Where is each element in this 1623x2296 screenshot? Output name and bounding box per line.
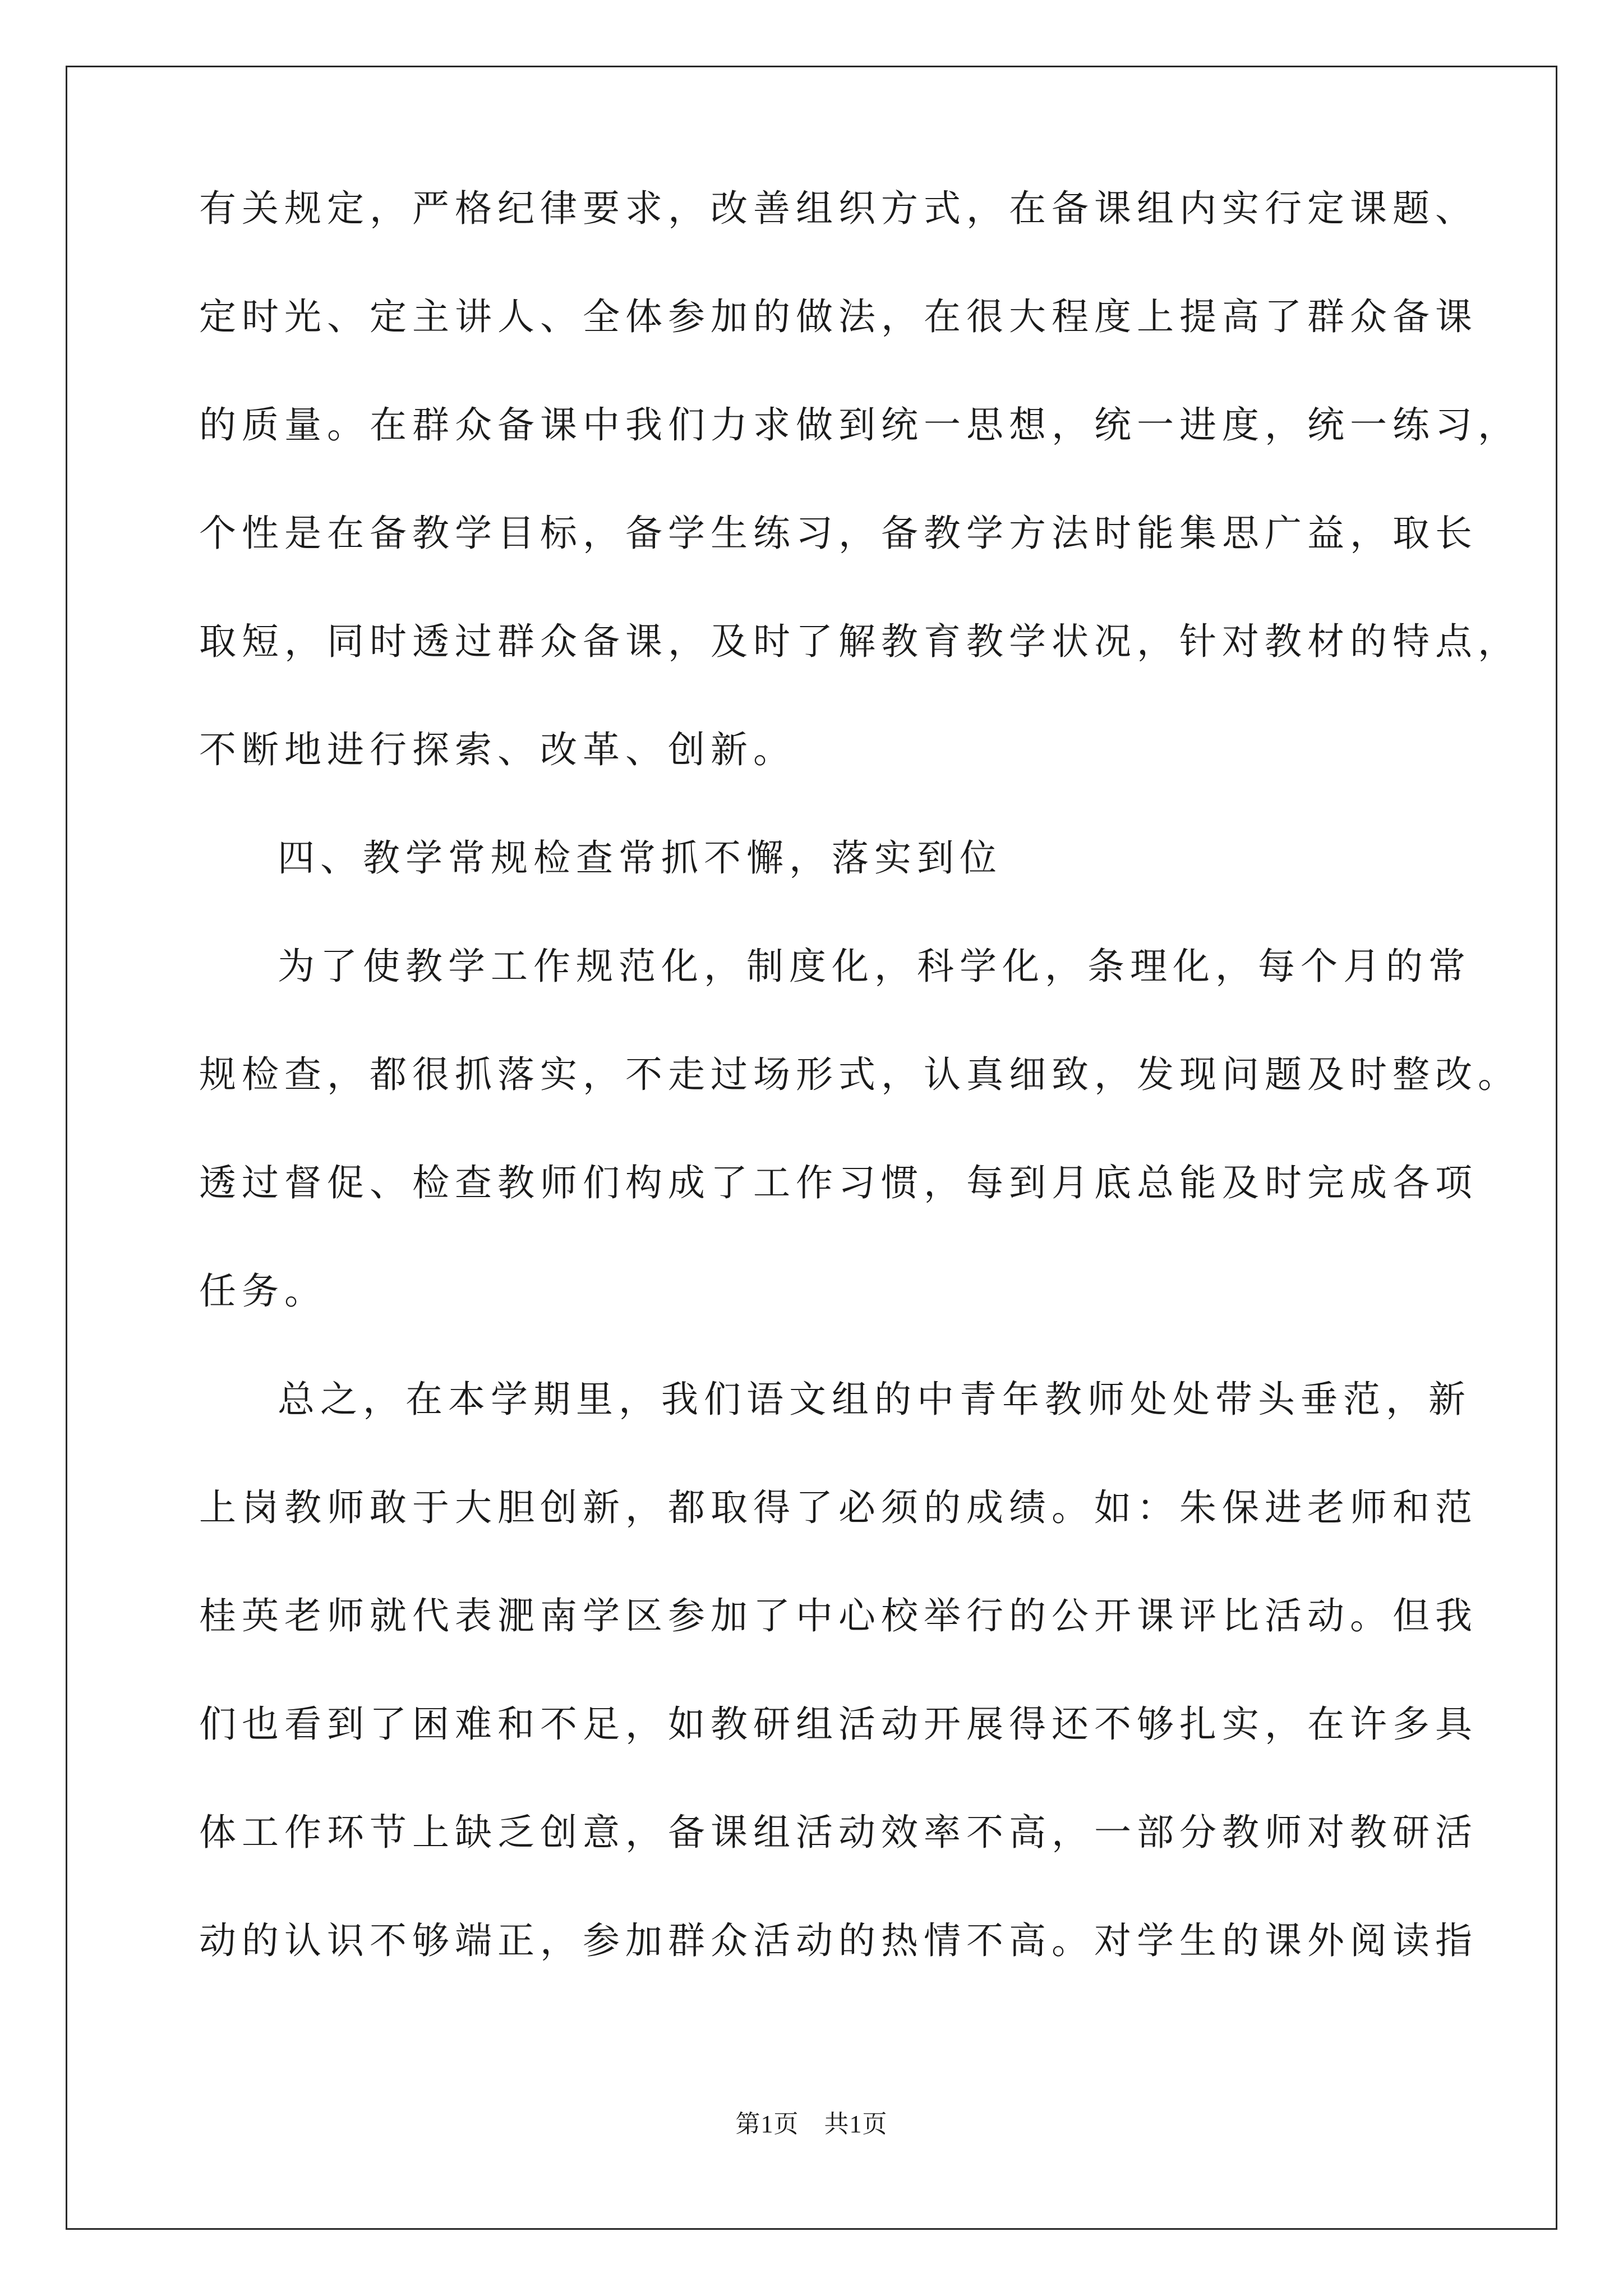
text-line: 动的认识不够端正，参加群众活动的热情不高。对学生的课外阅读指 (199, 1919, 1478, 1962)
text-line: 们也看到了困难和不足，如教研组活动开展得还不够扎实，在许多具 (199, 1703, 1478, 1746)
text-line: 体工作环节上缺乏创意，备课组活动效率不高，一部分教师对教研活 (199, 1811, 1478, 1854)
text-line: 不断地进行探索、改革、创新。 (199, 728, 796, 771)
text-line: 的质量。在群众备课中我们力求做到统一思想，统一进度，统一练习， (199, 403, 1520, 447)
text-line: 任务。 (199, 1269, 327, 1313)
text-line: 总之，在本学期里，我们语文组的中青年教师处处带头垂范，新 (278, 1378, 1471, 1421)
text-line: 个性是在备教学目标，备学生练习，备教学方法时能集思广益，取长 (199, 512, 1478, 555)
page-footer (0, 2104, 1623, 2139)
text-line: 规检查，都很抓落实，不走过场形式，认真细致，发现问题及时整改。 (199, 1053, 1520, 1096)
text-line: 为了使教学工作规范化，制度化，科学化，条理化，每个月的常 (278, 945, 1471, 988)
section-heading: 四、教学常规检查常抓不懈，落实到位 (278, 836, 1002, 880)
text-line: 有关规定，严格纪律要求，改善组织方式，在备课组内实行定课题、 (199, 187, 1478, 230)
text-line: 取短，同时透过群众备课，及时了解教育教学状况，针对教材的特点， (199, 620, 1520, 663)
text-line: 桂英老师就代表淝南学区参加了中心校举行的公开课评比活动。但我 (199, 1594, 1478, 1637)
document-body (199, 182, 1520, 1967)
text-line: 定时光、定主讲人、全体参加的做法，在很大程度上提高了群众备课 (199, 295, 1478, 338)
page-number: 第1页 共1页 (735, 2110, 888, 2138)
text-line: 透过督促、检查教师们构成了工作习惯，每到月底总能及时完成各项 (199, 1161, 1478, 1204)
text-line: 上岗教师敢于大胆创新，都取得了必须的成绩。如：朱保进老师和范 (199, 1486, 1478, 1529)
